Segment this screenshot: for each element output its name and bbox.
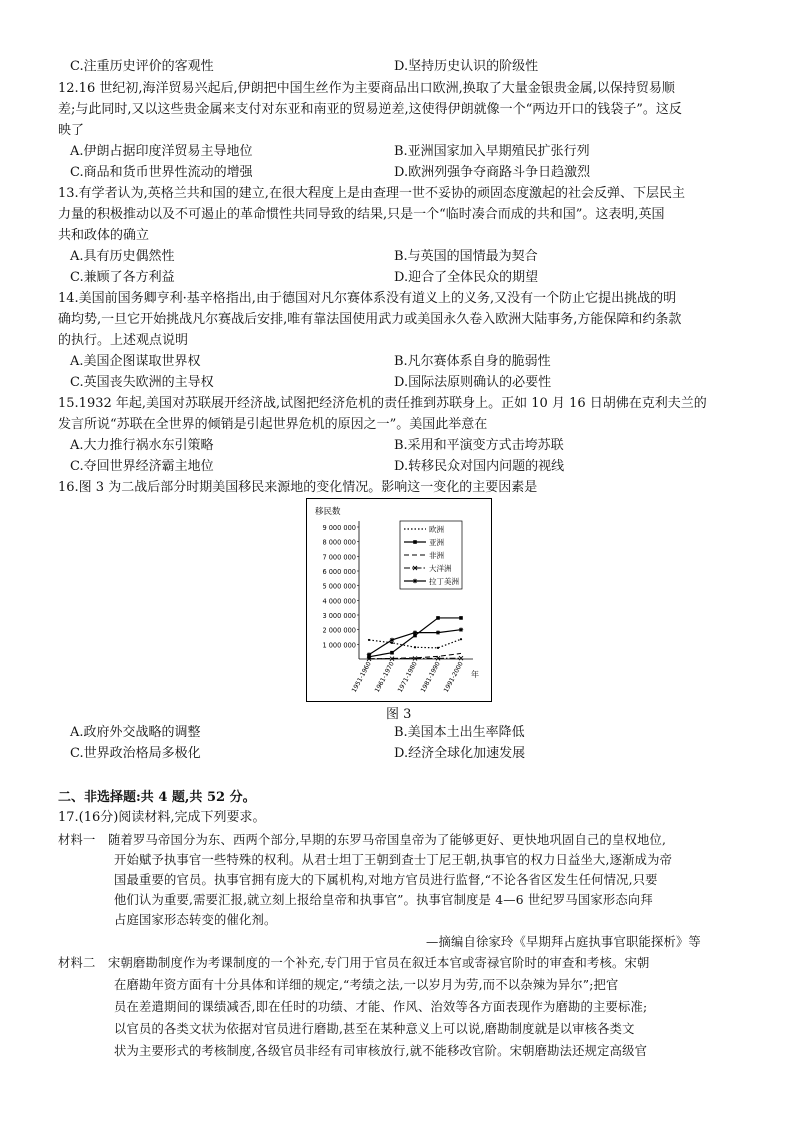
- chart-legend-label: 亚洲: [429, 538, 444, 547]
- q13-stem-line1: 13.有学者认为,英格兰共和国的建立,在很大程度上是由查理一世不妥协的顽固态度激起的社会反弹、下层民主: [58, 186, 685, 201]
- q12-stem-line1: 12.16 世纪初,海洋贸易兴起后,伊朗把中国生丝作为主要商品出口欧洲,换取了大量金银贵金属,以保持贸易顺: [58, 81, 675, 96]
- chart-legend-label: 非洲: [429, 551, 444, 560]
- q16-option-c: C.世界政治格局多极化: [70, 746, 201, 761]
- q13-option-c: C.兼顾了各方利益: [70, 270, 175, 285]
- chart-y-tick-label: 1 000 000: [322, 641, 356, 650]
- q12-option-a: A.伊朗占据印度洋贸易主导地位: [70, 144, 253, 159]
- q14-option-b: B.凡尔赛体系自身的脆弱性: [394, 354, 551, 369]
- chart-y-tick-label: 4 000 000: [322, 597, 356, 606]
- chart-y-tick-label: 5 000 000: [322, 582, 356, 591]
- chart-point: [390, 638, 394, 642]
- q17-stem: 17.(16分)阅读材料,完成下列要求。: [58, 810, 266, 825]
- chart-x-tick-label: 1951-1960: [350, 660, 373, 694]
- q14-stem-line1: 14.美国前国务卿亨利·基辛格指出,由于德国对凡尔赛体系没有道义上的义务,又没有一个防止它提出挑战的明: [58, 291, 677, 306]
- q16-option-d: D.经济全球化加速发展: [394, 746, 526, 761]
- chart-point: [460, 638, 462, 640]
- figure-caption: 图 3: [386, 707, 412, 722]
- material1-label: 材料一: [58, 833, 96, 847]
- chart-point: [367, 652, 371, 656]
- q16-option-a: A.政府外交战略的调整: [70, 725, 201, 740]
- chart-x-tick-label: 1961-1970: [373, 660, 396, 694]
- chart-point: [414, 646, 416, 648]
- chart-point: [436, 616, 440, 620]
- q15-stem-line1: 15.1932 年起,美国对苏联展开经济战,试图把经济危机的责任推到苏联身上。正如 10 月 16 日胡佛在克利夫兰的: [58, 396, 707, 411]
- q12-stem-line3: 映了: [58, 123, 85, 138]
- material1-line5: 占庭国家形态转变的催化剂。: [114, 913, 277, 927]
- q15-option-b: B.采用和平演变方式击垮苏联: [394, 438, 564, 453]
- material2-line2: 在磨勘年资方面有十分具体和详细的规定,“考绩之法,一以岁月为劳,而不以杂辣为异尔”;把官: [114, 978, 619, 992]
- q12-option-c: C.商品和货币世界性流动的增强: [70, 165, 253, 180]
- chart-legend-marker: [413, 540, 417, 544]
- chart-legend-label: 大洋洲: [429, 564, 452, 573]
- q14-option-d: D.国际法原则确认的必要性: [394, 375, 552, 390]
- q15-stem-line2: 发言所说“苏联在全世界的倾销是引起世界危机的原因之一”。美国此举意在: [58, 417, 488, 432]
- q13-option-b: B.与英国的国情最为契合: [394, 249, 538, 264]
- section2-title: 二、非选择题:共 4 题,共 52 分。: [58, 790, 256, 805]
- q15-option-c: C.夺回世界经济霸主地位: [70, 459, 214, 474]
- chart-point: [459, 616, 463, 620]
- chart-y-tick-label: 6 000 000: [322, 568, 356, 576]
- material1-line3: 国最重要的官员。执事官拥有庞大的下属机构,对地方官员进行监督,“不论各省区发生任何情况,只要: [114, 873, 658, 887]
- q13-option-d: D.迎合了全体民众的期望: [394, 270, 539, 285]
- chart-point: [390, 651, 394, 655]
- chart-x-tick-label: 1981-1990: [419, 660, 442, 694]
- q14-stem-line2: 确均势,一旦它开始挑战凡尔赛战后安排,唯有靠法国使用武力或美国永久卷入欧洲大陆事务,方能保障和约条款: [58, 312, 682, 327]
- q12-option-b: B.亚洲国家加入早期殖民扩张行列: [394, 144, 590, 159]
- material1-line4: 他们认为重要,需要汇报,就立刻上报给皇帝和执事官”。执事官制度是 4—6 世纪罗马国家形态向拜: [114, 893, 653, 907]
- q15-option-d: D.转移民众对国内问题的视线: [394, 459, 565, 474]
- q16-stem: 16.图 3 为二战后部分时期美国移民来源地的变化情况。影响这一变化的主要因素是: [58, 480, 538, 495]
- q13-stem-line3: 共和政体的确立: [58, 228, 150, 243]
- chart-y-tick-label: 8 000 000: [322, 538, 356, 547]
- material2-line1: 宋朝磨勘制度作为考课制度的一个补充,专门用于官员在叙迁本官或寄禄官阶时的审查和考核。宋朝: [108, 956, 650, 970]
- immigration-chart-frame: [306, 498, 492, 702]
- immigration-line-chart: [307, 499, 491, 701]
- q11-option-d: D.坚持历史认识的阶级性: [394, 59, 539, 74]
- chart-x-tick-label: 1991-2000: [442, 660, 465, 694]
- chart-x-tick-label: 1971-1980: [396, 660, 419, 694]
- chart-point: [413, 630, 417, 634]
- q14-stem-line3: 的执行。上述观点说明: [58, 333, 189, 348]
- chart-point: [437, 647, 439, 649]
- material2-line3: 员在差遣期间的课绩减否,即在任时的功绩、才能、作风、治效等各方面表现作为磨勘的主要标准;: [114, 1000, 648, 1014]
- q12-option-d: D.欧洲列强争夺商路斗争日趋激烈: [394, 165, 591, 180]
- chart-point: [459, 656, 463, 660]
- chart-point: [459, 627, 463, 631]
- material2-line5: 状为主要形式的考核制度,各级官员非经有司审核放行,就不能移改官阶。宋朝磨勘法还规定高级官: [114, 1044, 648, 1058]
- chart-series-line: [369, 618, 461, 657]
- material1-line1: 随着罗马帝国分为东、西两个部分,早期的东罗马帝国皇帝为了能够更好、更快地巩固自己的皇权地位,: [108, 833, 667, 847]
- q14-option-a: A.美国企图谋取世界权: [70, 354, 201, 369]
- material2-line4: 以官员的各类文状为依据对官员进行磨勘,甚至在某种意义上可以说,磨勘制度就是以审核各类文: [114, 1022, 635, 1036]
- chart-legend-label: 拉丁美洲: [429, 577, 459, 586]
- q14-option-c: C.英国丧失欧洲的主导权: [70, 375, 214, 390]
- chart-y-tick-label: 3 000 000: [322, 612, 356, 620]
- chart-y-tick-label: 2 000 000: [322, 626, 356, 635]
- material1-line2: 开始赋予执事官一些特殊的权利。从君士坦丁王朝到查士丁尼王朝,执事官的权力日益坐大,逐渐成为帝: [114, 853, 673, 867]
- q16-option-b: B.美国本土出生率降低: [394, 725, 525, 740]
- chart-y-tick-label: 9 000 000: [322, 524, 356, 532]
- chart-legend-marker: [413, 579, 417, 583]
- chart-ylabel: 移民数: [315, 507, 341, 517]
- q13-option-a: A.具有历史偶然性: [70, 249, 175, 264]
- q11-option-c: C.注重历史评价的客观性: [70, 59, 214, 74]
- q13-stem-line2: 力量的积极推动以及不可遏止的革命惯性共同导致的结果,只是一个“临时凑合而成的共和国”。这表明,英国: [58, 207, 665, 222]
- chart-xlabel: 年: [471, 670, 479, 679]
- chart-point: [436, 630, 440, 634]
- material1-source: —摘编自徐家玲《早期拜占庭执事官职能探析》等: [426, 935, 701, 949]
- material2-label: 材料二: [58, 956, 96, 970]
- chart-y-tick-label: 7 000 000: [322, 553, 356, 562]
- q15-option-a: A.大力推行祸水东引策略: [70, 438, 214, 453]
- q12-stem-line2: 差;与此同时,又以这些贵金属来支付对东亚和南亚的贸易逆差,这使得伊朗就像一个“两边开口的钱袋子”。这反: [58, 102, 682, 117]
- chart-legend-label: 欧洲: [429, 525, 444, 534]
- chart-point: [368, 639, 370, 641]
